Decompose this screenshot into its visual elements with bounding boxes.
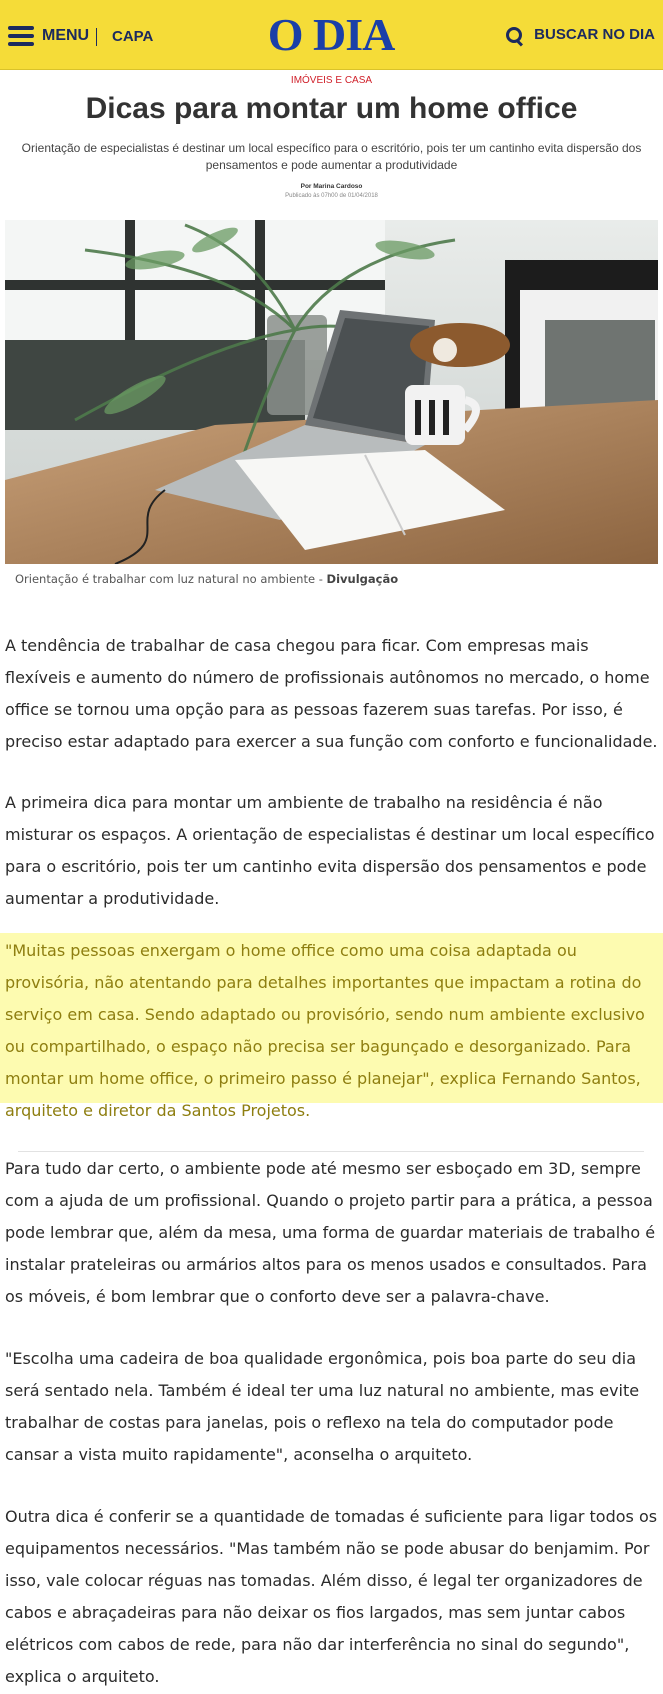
article-paragraph: A primeira dica para montar um ambiente de trabalho na residência é não misturar os espaços. A orientação de especialistas é destinar um local específico para o escritório, pois ter um cantinho evita dispersão dos pensamentos e pode aumentar a produtividade. xyxy=(5,793,655,908)
article-paragraph: A tendência de trabalhar de casa chegou para ficar. Com empresas mais flexíveis e aumento do número de profissionais autônomos no mercado, o home office se tornou uma opção para as pessoas fazerem suas tarefas. Por isso, é preciso estar adaptado para exercer a sua função com conforto e funcionalidade. xyxy=(5,636,658,751)
search-button[interactable] xyxy=(506,26,655,43)
article-paragraph: Outra dica é conferir se a quantidade de tomadas é suficiente para ligar todos os equipamentos necessários. "Mas também não se pode abusar do benjamim. Por isso, vale colocar réguas nas tomadas. Além disso, é legal ter organizadores de cabos e abraçadeiras para não deixar os fios largados, mas sem juntar cabos elétricos com cabos de rede, para não dar interferência no sinal do segundo", explica o arquiteto. xyxy=(5,1507,658,1686)
search-label: BUSCAR NO DIA xyxy=(534,26,655,43)
site-header xyxy=(0,0,663,70)
highlight-quote: "Muitas pessoas enxergam o home office como uma coisa adaptada ou provisória, não atentando para detalhes importantes que impactam a rotina do serviço em casa. Sendo adaptado ou provisório, sendo num ambiente exclusivo ou compartilhado, o espaço não precisa ser bagunçado e desorganizado. Para montar um home office, o primeiro passo é planejar", explica Fernando Santos, arquiteto e diretor da Santos Projetos. xyxy=(5,941,645,1120)
article-paragraph: "Escolha uma cadeira de boa qualidade ergonômica, pois boa parte do seu dia será sentado nela. Também é ideal ter uma luz natural no ambiente, mas evite trabalhar de costas para janelas, pois o reflexo na tela do computador pode cansar a vista muito rapidamente", aconselha o arquiteto. xyxy=(5,1349,640,1464)
article-image xyxy=(5,220,658,564)
caption-separator: - xyxy=(318,572,327,586)
hamburger-icon xyxy=(8,26,34,46)
article-published-date: Publicado às 07h00 de 01/04/2018 xyxy=(285,193,378,199)
image-caption-text: Orientação é trabalhar com luz natural no ambiente xyxy=(15,572,316,586)
image-credit: Divulgação xyxy=(326,572,399,586)
section-label[interactable]: IMÓVEIS E CASA xyxy=(290,75,373,86)
header-divider xyxy=(96,28,97,46)
menu-button[interactable] xyxy=(8,24,89,48)
search-icon xyxy=(506,27,522,43)
menu-label: MENU xyxy=(42,27,90,44)
article-subtitle: Orientação de especialistas é destinar um local específico para o escritório, pois ter um cantinho evita dispersão dos pensamentos e pode aumentar a produtividade xyxy=(21,141,642,172)
article-author: Por Marina Cardoso xyxy=(300,183,363,190)
article-paragraph: Para tudo dar certo, o ambiente pode até mesmo ser esboçado em 3D, sempre com a ajuda de um profissional. Quando o projeto partir para a prática, a pessoa pode lembrar que, além da mesa, uma forma de guardar materiais de trabalho é instalar prateleiras ou armários altos para os menos usados e consultados. Para os móveis, é bom lembrar que o conforto deve ser a palavra-chave. xyxy=(5,1159,656,1306)
site-logo[interactable]: O DIA xyxy=(267,9,395,60)
divider xyxy=(18,1151,644,1152)
capa-link[interactable]: CAPA xyxy=(112,28,154,45)
image-caption xyxy=(15,572,398,586)
article-title: Dicas para montar um home office xyxy=(85,92,578,125)
